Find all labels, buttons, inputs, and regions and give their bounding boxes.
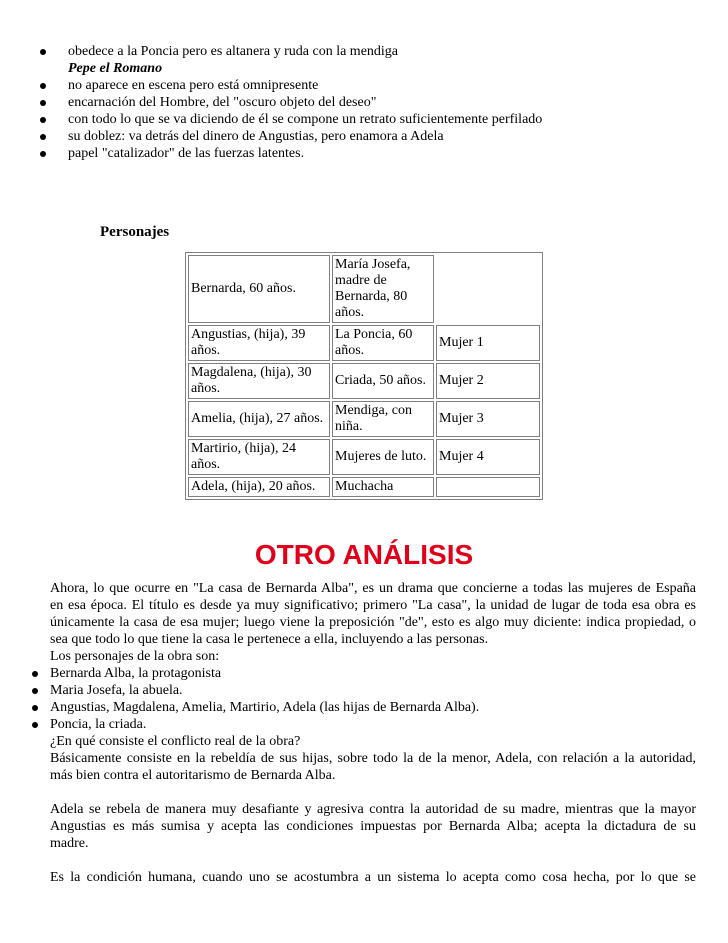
table-cell: María Josefa, madre de Bernarda, 80 años.	[332, 255, 434, 323]
bullet-icon	[32, 722, 38, 728]
table-cell: Angustias, (hija), 39 años.	[188, 325, 330, 361]
table-cell: Bernarda, 60 años.	[188, 255, 330, 323]
paragraph-condition	[50, 869, 696, 886]
text-line: Básicamente consiste en la rebeldía de sus hijas, sobre todo la de la menor, Adela, con relación a la autoridad,	[50, 751, 696, 766]
section-title: OTRO ANÁLISIS	[254, 539, 474, 570]
text-line: Es la condición humana, cuando uno se acostumbra a un sistema lo acepta como cosa hecha, por lo que se	[50, 870, 696, 885]
table-cell: Mujer 3	[436, 401, 540, 437]
list-item	[50, 716, 696, 733]
table-cell: Mendiga, con niña.	[332, 401, 434, 437]
text-line: madre.	[50, 836, 89, 851]
table-cell: Mujer 1	[436, 325, 540, 361]
table-row	[188, 325, 540, 361]
table-row	[188, 363, 540, 399]
bullet-icon	[40, 83, 46, 89]
bullet-icon	[40, 100, 46, 106]
table-cell	[436, 477, 540, 497]
list-item-text: Maria Josefa, la abuela.	[50, 683, 183, 698]
list-item-text: no aparece en escena pero está omnipresente	[68, 78, 319, 93]
table-row	[188, 401, 540, 437]
text-line: más bien contra el autoritarismo de Bernarda Alba.	[50, 768, 336, 783]
list-item	[68, 128, 708, 145]
text-line: Adela se rebela de manera muy desafiante y agresiva contra la autoridad de su madre, mientras que la mayor	[50, 802, 696, 817]
table-cell: Mujer 2	[436, 363, 540, 399]
list-item-text: papel "catalizador" de las fuerzas latentes.	[68, 146, 305, 161]
list-item	[68, 111, 708, 128]
list-item	[50, 665, 696, 682]
bullet-icon	[40, 117, 46, 123]
table-cell: Muchacha	[332, 477, 434, 497]
personajes-heading: Personajes	[100, 224, 170, 240]
table-cell: Amelia, (hija), 27 años.	[188, 401, 330, 437]
bullet-icon	[32, 688, 38, 694]
table-cell: Magdalena, (hija), 30 años.	[188, 363, 330, 399]
pepe-heading-text: Pepe el Romano	[68, 61, 163, 76]
paragraph-conflict	[50, 750, 696, 784]
table-cell: Martirio, (hija), 24 años.	[188, 439, 330, 475]
table-cell: La Poncia, 60 años.	[332, 325, 434, 361]
text-line: Ahora, lo que ocurre en "La casa de Bernarda Alba", es un drama que concierne a todas las mujeres de España	[50, 581, 696, 596]
bullet-icon	[32, 671, 38, 677]
table-row	[188, 439, 540, 475]
bullet-icon	[32, 705, 38, 711]
list-item-text: encarnación del Hombre, del "oscuro objeto del deseo"	[68, 95, 377, 110]
list-item	[68, 94, 708, 111]
list-item-text: Bernarda Alba, la protagonista	[50, 666, 222, 681]
question-line: ¿En qué consiste el conflicto real de la obra?	[50, 734, 301, 749]
list-item	[68, 145, 708, 162]
text-line: en esa época. El título es desde ya muy significativo; primero "La casa", la unidad de lugar de toda esa obra es	[50, 598, 696, 613]
personajes-intro: Los personajes de la obra son:	[50, 649, 220, 664]
list-item	[68, 77, 708, 94]
pepe-heading	[68, 60, 708, 77]
list-item-text: con todo lo que se va diciendo de él se compone un retrato suficientemente perfilado	[68, 112, 543, 127]
text-line: Angustias es más sumisa y acepta las condiciones impuestas por Bernarda Alba; acepta la dictadura de su	[50, 819, 696, 834]
table-cell-empty	[436, 255, 540, 323]
table-cell: Mujeres de luto.	[332, 439, 434, 475]
table-row	[188, 255, 540, 323]
table-cell: Criada, 50 años.	[332, 363, 434, 399]
list-item-text: obedece a la Poncia pero es altanera y ruda con la mendiga	[68, 44, 399, 59]
list-item-text: Poncia, la criada.	[50, 717, 147, 732]
top-bullet-list	[68, 43, 708, 162]
text-line: únicamente la casa de esa mujer; luego viene la preposición "de", esto es algo muy diciente: indica propiedad, o	[50, 615, 696, 630]
list-item	[50, 699, 696, 716]
list-item-text: Angustias, Magdalena, Amelia, Martirio, Adela (las hijas de Bernarda Alba).	[50, 700, 480, 715]
list-item	[68, 43, 708, 60]
bullet-icon	[40, 49, 46, 55]
table-cell: Adela, (hija), 20 años.	[188, 477, 330, 497]
analysis-body	[50, 580, 696, 886]
table-row	[188, 477, 540, 497]
paragraph-intro	[50, 580, 696, 648]
list-item-text: su doblez: va detrás del dinero de Angustias, pero enamora a Adela	[68, 129, 444, 144]
paragraph-adela	[50, 801, 696, 852]
list-item	[50, 682, 696, 699]
characters-table	[185, 252, 543, 500]
bullet-icon	[40, 134, 46, 140]
bullet-icon	[40, 151, 46, 157]
text-line: sea que todo lo que tiene la casa le pertenece a ella, incluyendo a las personas.	[50, 632, 489, 647]
table-cell: Mujer 4	[436, 439, 540, 475]
